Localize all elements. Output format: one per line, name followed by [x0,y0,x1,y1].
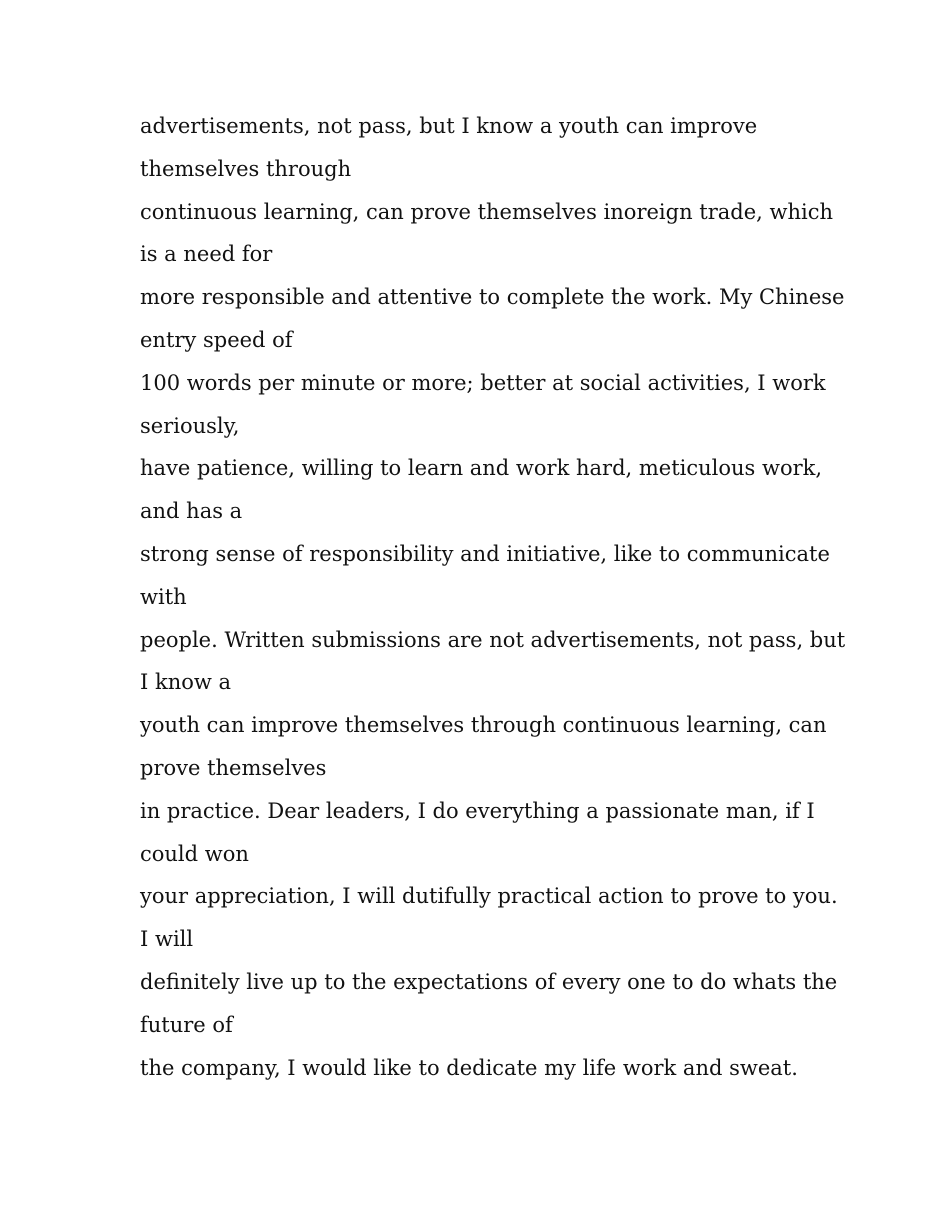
text-line: youth can improve themselves through continuous learning, can [140,713,827,738]
text-line: your appreciation, I will dutifully practical action to prove to you. [140,884,838,909]
text-line: and has a [140,499,243,524]
text-line: prove themselves [140,755,327,780]
text-line: themselves through [140,156,352,181]
text-line: entry speed of [140,327,293,352]
text-line: future of [140,1012,233,1037]
text-line: people. Written submissions are not advertisements, not pass, but [140,627,846,652]
text-line: could won [140,841,249,866]
document-body-text [140,105,846,1089]
text-line: with [140,584,187,609]
text-line: 100 words per minute or more; better at social activities, I work [140,370,826,395]
text-line: I know a [140,670,232,695]
text-line: strong sense of responsibility and initiative, like to communicate [140,541,830,566]
text-line: seriously, [140,413,240,438]
text-line: continuous learning, can prove themselves inoreign trade, which [140,199,833,224]
text-line: in practice. Dear leaders, I do everything a passionate man, if I [140,798,815,823]
text-line: is a need for [140,242,273,267]
text-line: the company, I would like to dedicate my life work and sweat. [140,1055,798,1080]
text-line: advertisements, not pass, but I know a youth can improve [140,114,758,138]
text-line: have patience, willing to learn and work hard, meticulous work, [140,456,823,481]
text-line: definitely live up to the expectations of every one to do whats the [140,969,838,994]
text-line: I will [140,927,194,952]
text-line: more responsible and attentive to complete the work. My Chinese [140,285,845,310]
